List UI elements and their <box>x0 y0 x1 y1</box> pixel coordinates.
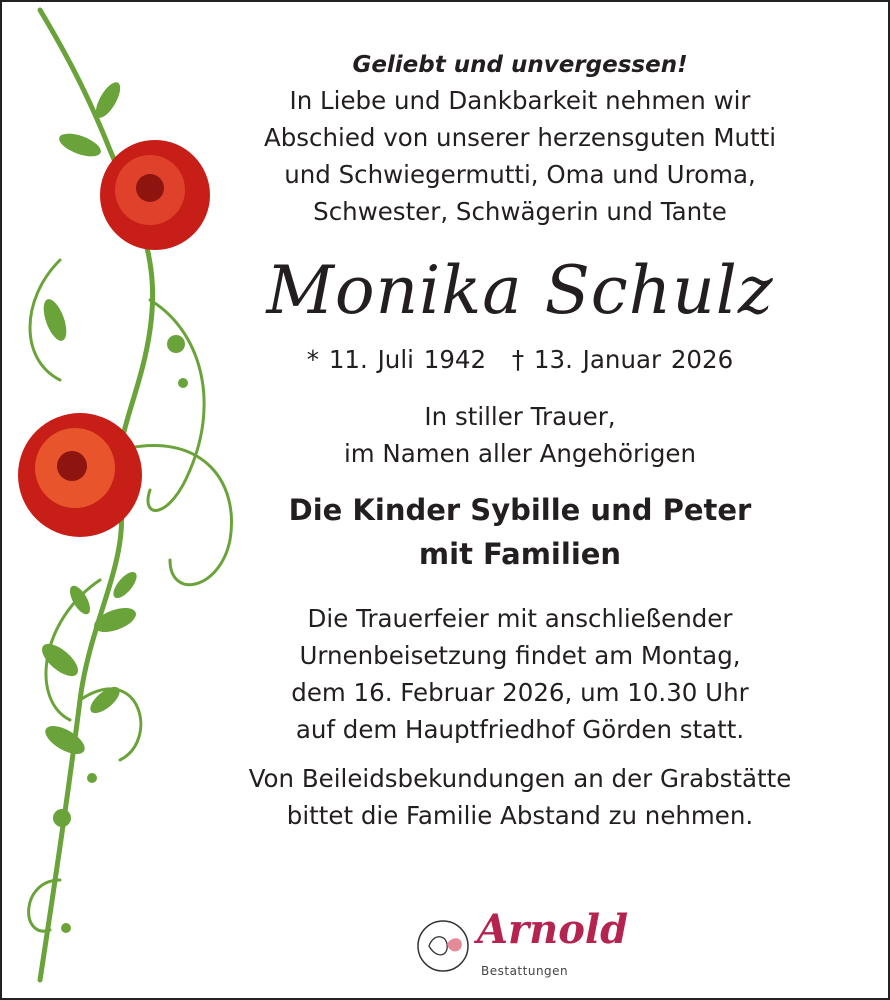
mourning-line: im Namen aller Angehörigen <box>343 439 697 468</box>
rose-icon <box>100 140 210 250</box>
obituary-text <box>230 48 810 834</box>
flower-logo-icon <box>415 916 475 976</box>
family-line: mit Familien <box>418 537 622 571</box>
birth-date: * 11. Juli 1942 <box>306 345 487 374</box>
death-date: † 13. Januar 2026 <box>511 345 734 374</box>
condolence-line: Von Beileidsbekundungen an der Grabstätte <box>248 764 792 793</box>
rose-icon <box>18 413 142 537</box>
life-dates <box>230 340 810 380</box>
ceremony-line: auf dem Hauptfriedhof Görden statt. <box>295 715 745 744</box>
intro-line: und Schwiegermutti, Oma und Uroma, <box>284 160 756 189</box>
mourning-line: In stiller Trauer, <box>424 402 616 431</box>
family-line: Die Kinder Sybille und Peter <box>288 493 752 527</box>
ceremony-line: Urnenbeisetzung findet am Montag, <box>299 641 741 670</box>
intro-line: Schwester, Schwägerin und Tante <box>313 197 727 226</box>
intro-line: In Liebe und Dankbarkeit nehmen wir <box>289 86 751 115</box>
condolence-line: bittet die Familie Abstand zu nehmen. <box>286 801 754 830</box>
logo-name: Arnold <box>477 906 629 953</box>
rose-vine-decoration <box>0 0 250 1000</box>
logo-subtitle: Bestattungen <box>481 964 569 978</box>
intro-line: Abschied von unserer herzensguten Mutti <box>263 123 777 152</box>
funeral-home-logo <box>415 906 629 988</box>
ceremony-line: Die Trauerfeier mit anschließender <box>307 604 733 633</box>
motto: Geliebt und unvergessen! <box>352 52 688 78</box>
ceremony-line: dem 16. Februar 2026, um 10.30 Uhr <box>291 678 749 707</box>
deceased-name: Monika Schulz <box>266 252 774 329</box>
